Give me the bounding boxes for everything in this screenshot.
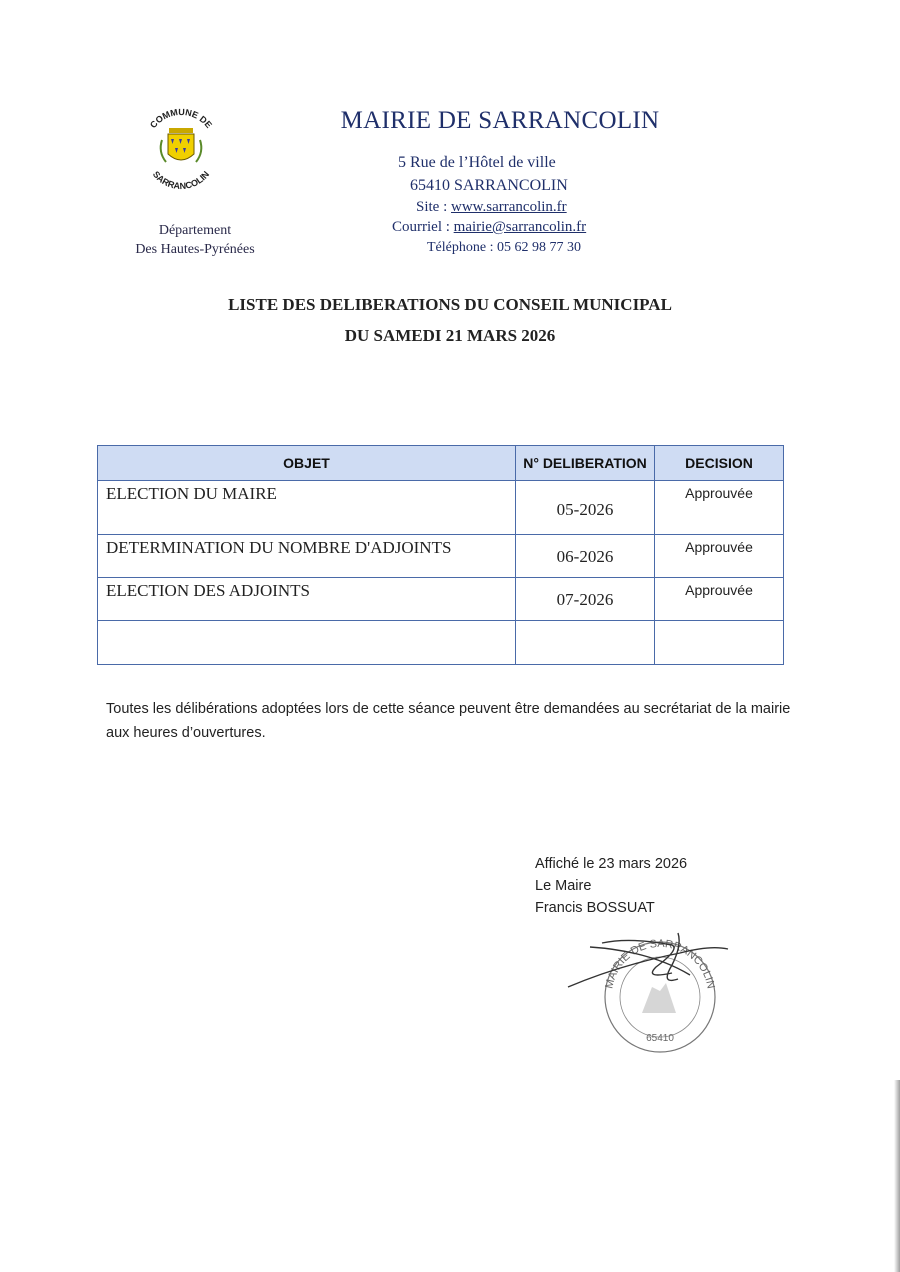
row-decision: Approuvée <box>655 578 784 621</box>
departement-line2: Des Hautes-Pyrénées <box>135 242 255 257</box>
svg-text:COMMUNE DE <box>148 107 214 130</box>
logo-text-top: COMMUNE DE <box>148 106 214 131</box>
departement <box>110 221 280 259</box>
signer-role: Le Maire <box>535 878 592 894</box>
document-title-line1: LISTE DES DELIBERATIONS DU CONSEIL MUNICIPAL <box>228 295 672 314</box>
row-decision: Approuvée <box>655 481 784 535</box>
table-row-empty <box>98 621 784 665</box>
empty-cell <box>655 621 784 665</box>
empty-cell <box>516 621 655 665</box>
note-paragraph: Toutes les délibérations adoptées lors de cette séance peuvent être demandées au secrétariat de la mairie aux heures d’ouvertures. <box>106 701 791 741</box>
deliberations-table <box>97 445 784 665</box>
row-objet: ELECTION DU MAIRE <box>98 481 516 535</box>
scan-edge <box>894 1080 900 1272</box>
row-numero: 07-2026 <box>516 578 655 621</box>
signature-block <box>535 853 687 919</box>
stamp-code: 65410 <box>646 1033 674 1044</box>
logo-text-bottom: SARRANCOLIN <box>150 169 212 192</box>
site-link[interactable]: www.sarrancolin.fr <box>451 199 567 215</box>
site-label: Site : <box>416 199 452 215</box>
mail-line <box>392 219 586 236</box>
row-objet: DETERMINATION DU NOMBRE D'ADJOINTS <box>98 535 516 578</box>
table-header-row <box>98 446 784 481</box>
site-line <box>416 199 567 216</box>
address-street: 5 Rue de l’Hôtel de ville <box>398 154 556 171</box>
header-decision: DECISION <box>655 446 784 481</box>
table-row <box>98 481 784 535</box>
mairie-title: MAIRIE DE SARRANCOLIN <box>340 107 660 134</box>
departement-line1: Département <box>158 223 232 238</box>
stamp-text: MAIRIE DE SARRANCOLIN <box>603 937 717 990</box>
address-city: 65410 SARRANCOLIN <box>410 177 568 194</box>
svg-text:SARRANCOLIN <box>151 169 211 191</box>
header-objet: OBJET <box>98 446 516 481</box>
commune-logo <box>138 104 224 196</box>
empty-cell <box>98 621 516 665</box>
official-stamp <box>560 925 730 1055</box>
mail-label: Courriel : <box>392 219 454 235</box>
table-row <box>98 578 784 621</box>
document-title-line2: DU SAMEDI 21 MARS 2026 <box>344 326 556 345</box>
signer-name: Francis BOSSUAT <box>535 900 655 916</box>
row-numero: 06-2026 <box>516 535 655 578</box>
mail-link[interactable]: mairie@sarrancolin.fr <box>453 219 587 235</box>
header-numero: N° DELIBERATION <box>516 446 655 481</box>
phone: Téléphone : 05 62 98 77 30 <box>427 240 581 255</box>
row-objet: ELECTION DES ADJOINTS <box>98 578 516 621</box>
row-numero: 05-2026 <box>516 481 655 535</box>
row-decision: Approuvée <box>655 535 784 578</box>
table-row <box>98 535 784 578</box>
affiche-date: Affiché le 23 mars 2026 <box>535 856 688 872</box>
